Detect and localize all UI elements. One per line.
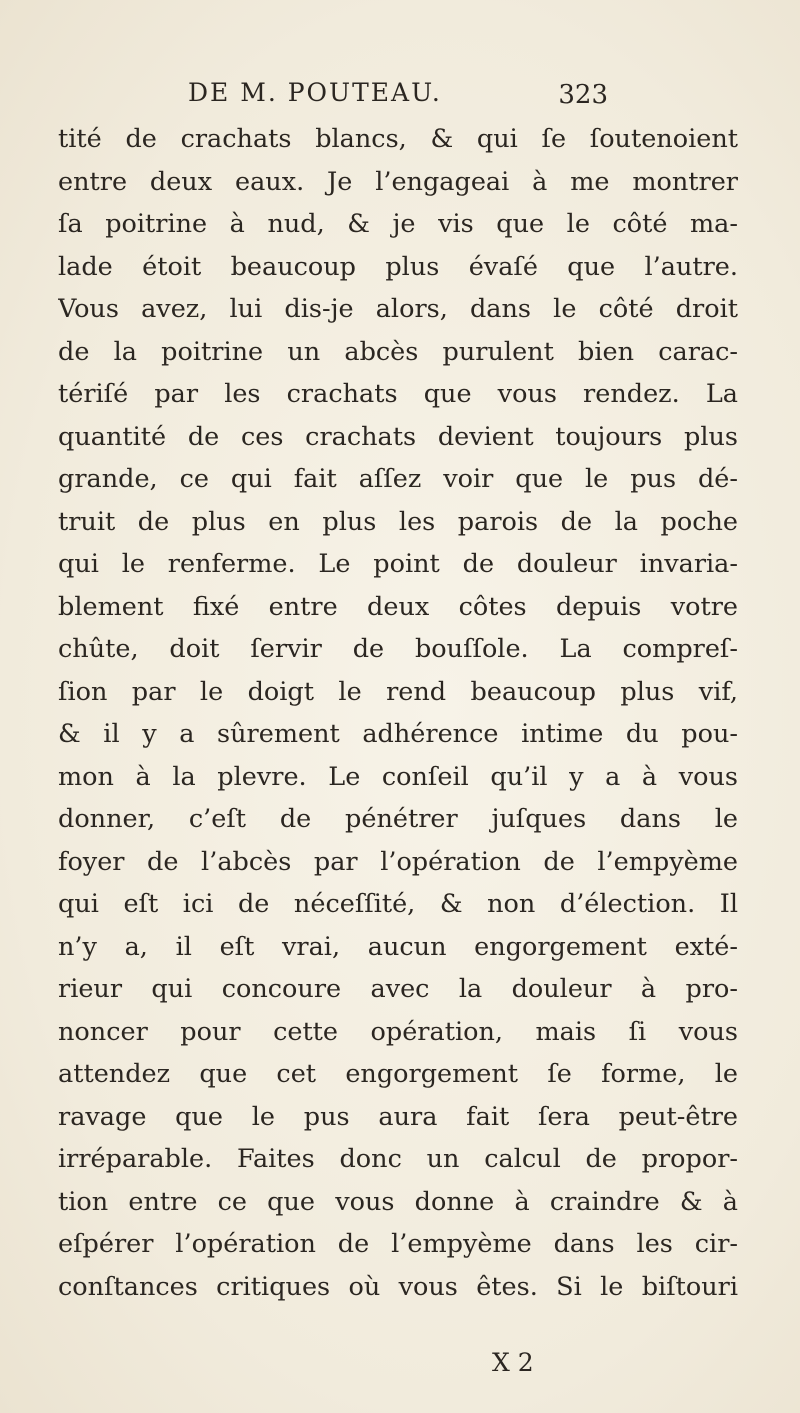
text-line: grande, ce qui fait aſſez voir que le pus dé- xyxy=(58,464,738,494)
body-text xyxy=(58,118,738,1308)
text-line: tité de crachats blancs, & qui ſe ſoutenoient xyxy=(58,124,738,154)
text-line: tion entre ce que vous donne à craindre & à xyxy=(58,1186,738,1217)
text-line: foyer de l’abcès par l’opération de l’empyème xyxy=(58,846,738,877)
text-line: Vous avez, lui dis-je alors, dans le côté droit xyxy=(58,294,738,324)
text-line: chûte, doit ſervir de bouſſole. La compreſ- xyxy=(58,634,738,664)
text-line: entre deux eaux. Je l’engageai à me montrer xyxy=(58,166,738,197)
text-line: quantité de ces crachats devient toujours plus xyxy=(58,421,738,452)
text-line: conſtances critiques où vous êtes. Si le biſtouri xyxy=(58,1271,738,1302)
text-line: lade étoit beaucoup plus évaſé que l’autre. xyxy=(58,251,738,282)
text-line: donner, c’eſt de pénétrer juſques dans le xyxy=(58,804,738,834)
text-line: attendez que cet engorgement ſe forme, le xyxy=(58,1059,738,1089)
text-line: mon à la plevre. Le conſeil qu’il y a à vous xyxy=(58,761,738,792)
text-line: rieur qui concoure avec la douleur à pro- xyxy=(58,974,738,1004)
text-line: truit de plus en plus les parois de la poche xyxy=(58,506,738,537)
running-title: DE M. POUTEAU. xyxy=(188,78,442,107)
text-line: blement fixé entre deux côtes depuis votre xyxy=(58,591,738,622)
text-line: ſion par le doigt le rend beaucoup plus vif, xyxy=(58,676,738,707)
page-number: 323 xyxy=(558,80,608,110)
text-line: qui le renferme. Le point de douleur invaria- xyxy=(58,549,738,579)
text-line: qui eſt ici de néceſſité, & non d’élection. Il xyxy=(58,889,738,919)
running-head xyxy=(188,78,608,114)
text-line: irréparable. Faites donc un calcul de propor- xyxy=(58,1144,738,1174)
text-line: n’y a, il eſt vrai, aucun engorgement exté- xyxy=(58,931,738,962)
text-line: & il y a sûrement adhérence intime du pou- xyxy=(58,719,738,749)
text-line: tériſé par les crachats que vous rendez. La xyxy=(58,379,738,409)
text-line: ravage que le pus aura fait ſera peut-être xyxy=(58,1101,738,1132)
text-line: ſa poitrine à nud, & je vis que le côté ma- xyxy=(58,209,738,239)
text-line: eſpérer l’opération de l’empyème dans les cir- xyxy=(58,1229,738,1259)
text-line: de la poitrine un abcès purulent bien carac- xyxy=(58,336,738,367)
text-line: noncer pour cette opération, mais ſi vous xyxy=(58,1016,738,1047)
signature-mark: X 2 xyxy=(492,1348,534,1377)
